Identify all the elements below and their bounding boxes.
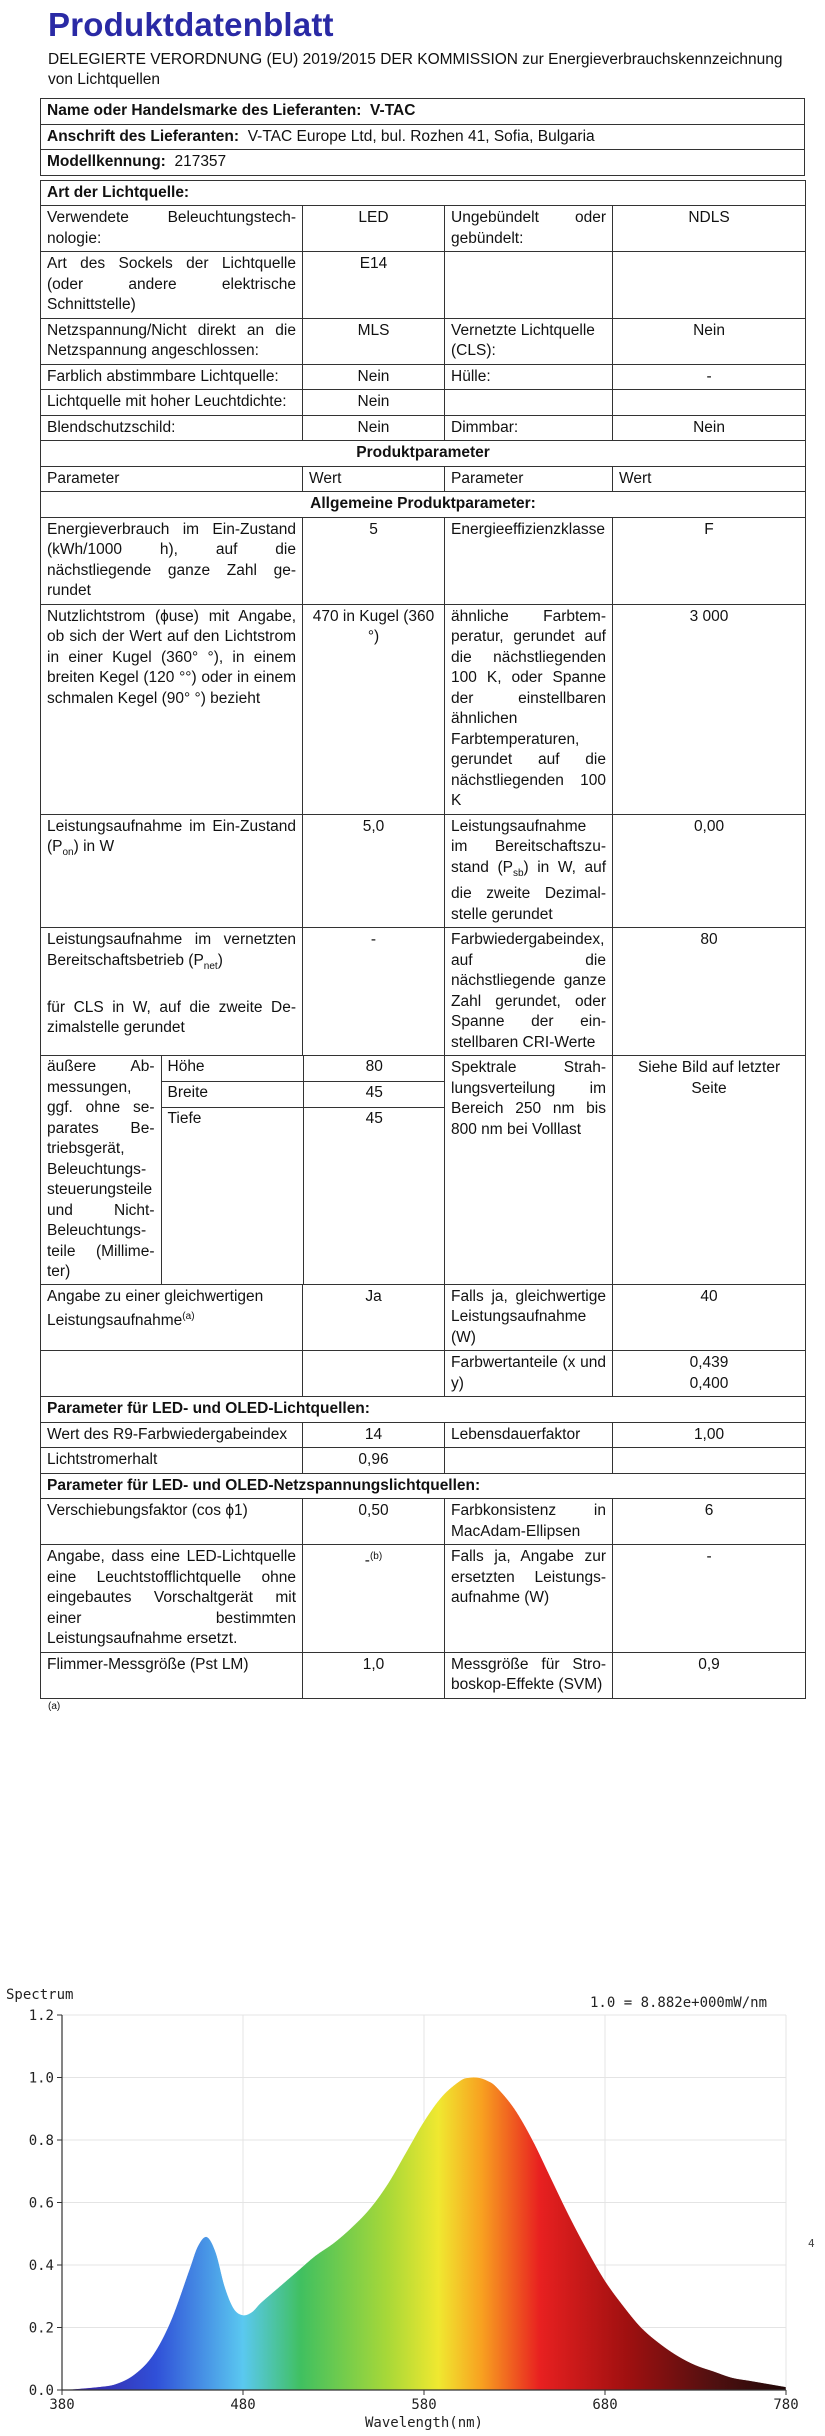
fluorescent-replacement-value <box>303 1545 445 1653</box>
standby-power-text: Leistungsaufnahme im Bereitschaftszustand (P <box>451 817 606 876</box>
chart-x-label: Wavelength(nm) <box>364 2415 484 2431</box>
column-header-value: Wert <box>303 466 445 492</box>
model-label: Modellkennung: <box>47 153 166 170</box>
column-header-parameter: Parameter <box>41 466 303 492</box>
hull-label: Hülle: <box>445 364 613 390</box>
mains-value: MLS <box>303 318 445 364</box>
empty-cell <box>445 390 613 416</box>
footnote-marker: (b) <box>369 1551 383 1563</box>
bundle-value: NDLS <box>613 206 806 252</box>
depth-label: Tiefe <box>161 1108 303 1134</box>
equivalent-power-claim-label <box>41 1284 303 1351</box>
technology-value: LED <box>303 206 445 252</box>
dimmable-value: Nein <box>613 415 806 441</box>
chromaticity-label: Farbwertanteile (x und y) <box>445 1351 613 1397</box>
spectral-distribution-label: Spektrale Strahlungsverteilung im Bereich 250 nm bis 800 nm bei Volllast <box>445 1056 613 1285</box>
width-label: Breite <box>161 1082 303 1108</box>
equivalent-power-label: Falls ja, gleichwertige Leistungsaufnahme (W) <box>445 1284 613 1351</box>
supplier-info-table <box>40 98 805 176</box>
networked-standby-label <box>41 928 303 1056</box>
address-row <box>41 124 805 150</box>
power-factor-label: Verschiebungsfaktor (cos ϕ1) <box>41 1499 303 1545</box>
high-luminance-label: Lichtquelle mit hoher Leuchtdichte: <box>41 390 303 416</box>
cls-value: Nein <box>613 318 806 364</box>
dimensions-cell <box>41 1056 445 1285</box>
cls-label: Vernetzte Lichtquelle (CLS): <box>445 318 613 364</box>
color-temperature-value: 3 000 <box>613 604 806 814</box>
tunable-value: Nein <box>303 364 445 390</box>
supplier-value: V-TAC <box>370 102 416 119</box>
on-mode-power-label <box>41 814 303 928</box>
hull-value: - <box>613 364 806 390</box>
flicker-value: 1,0 <box>303 1652 445 1698</box>
dimmable-label: Dimmbar: <box>445 415 613 441</box>
fluorescent-replacement-text: - <box>364 1552 370 1570</box>
y-tick-label: 1.0 <box>28 2070 54 2087</box>
chromaticity-value <box>613 1351 806 1397</box>
x-tick-label: 380 <box>49 2397 75 2413</box>
power-factor-value: 0,50 <box>303 1499 445 1545</box>
height-label: Höhe <box>161 1056 303 1082</box>
chromaticity-x: 0,439 <box>689 1354 729 1372</box>
data-sheet <box>40 0 805 1713</box>
survival-factor-label: Lebensdauerfaktor <box>445 1422 613 1448</box>
color-consistency-label: Farbkonsistenz in MacAdam-Ellipsen <box>445 1499 613 1545</box>
chart-title: Spectrum <box>6 1987 74 2003</box>
luminous-flux-label: Nutzlichtstrom (ϕuse) mit Angabe, ob sich der Wert auf den Lichtstrom in einer Kugel (360° °), in einem breiten Kegel (120 °°) oder in einem schmalen Kegel (90° °) bezieht <box>41 604 303 814</box>
supplier-label: Name oder Handelsmarke des Lieferanten: <box>47 102 362 119</box>
tunable-label: Farblich abstimmbare Lichtquelle: <box>41 364 303 390</box>
on-mode-power-unit: ) in W <box>73 838 115 855</box>
x-tick-label: 680 <box>592 2397 618 2413</box>
regulation-text: DELEGIERTE VERORDNUNG (EU) 2019/2015 DER KOMMISSION zur Energieverbrauchskennzeichnung von Lichtquellen <box>48 51 783 88</box>
stroboscopic-value: 0,9 <box>613 1652 806 1698</box>
depth-value: 45 <box>365 1110 383 1128</box>
model-value: 217357 <box>174 153 227 170</box>
y-tick-label: 0.0 <box>28 2383 54 2399</box>
socket-label: Art des Sockels der Lichtquelle (oder andere elektrische Schnittstelle) <box>41 252 303 319</box>
high-luminance-value: Nein <box>303 390 445 416</box>
chart-scale-note: 1.0 = 8.882e+000mW/nm <box>590 1995 768 2011</box>
chromaticity-y: 0,400 <box>689 1374 729 1392</box>
mains-parameters-header: Parameter für LED- und OLED-Netzspannungslichtquellen: <box>41 1473 806 1499</box>
footnote-marker: (a) <box>182 1311 195 1323</box>
r9-value: 14 <box>303 1422 445 1448</box>
empty-cell <box>41 1351 303 1397</box>
light-source-type-header: Art der Lichtquelle: <box>41 180 806 206</box>
lumen-maintenance-label: Lichtstromerhalt <box>41 1448 303 1474</box>
spectrum-area <box>62 2077 786 2390</box>
dimensions-table <box>41 1056 445 1284</box>
height-value: 80 <box>303 1056 445 1082</box>
page-title: Produktdatenblatt <box>48 6 334 43</box>
equivalent-power-text: Angabe zu einer gleichwertigen Leistungsaufnahme <box>47 1287 264 1330</box>
stroboscopic-label: Messgröße für Stroboskop-Effekte (SVM) <box>445 1652 613 1698</box>
column-header-parameter: Parameter <box>445 466 613 492</box>
empty-cell <box>445 252 613 319</box>
on-mode-power-text: Leistungsaufnahme im Ein-Zustand (P <box>47 817 296 855</box>
cri-label: Farbwiedergabeindex, auf die nächstliegende ganze Zahl gerundet, oder Spanne der einstellbaren CRI-Werte <box>445 928 613 1056</box>
x-tick-label: 480 <box>230 2397 256 2413</box>
equivalent-power-claim-value: Ja <box>303 1284 445 1351</box>
energy-consumption-value: 5 <box>303 517 445 604</box>
chart-side-label: 4 <box>808 2237 815 2250</box>
cri-value: 80 <box>613 928 806 1056</box>
color-temperature-label: ähnliche Farbtemperatur, gerundet auf die nächstliegenden 100 K, oder Spanne der einstellbaren ähnlichen Farbtemperaturen, gerundet auf die nächstliegenden 100 K <box>445 604 613 814</box>
replaced-power-value: - <box>613 1545 806 1653</box>
dimensions-label: äußere Abmessungen, ggf. ohne separates Betriebsgerät, Beleuchtungssteuerungsteile und Nicht-Beleuchtungsteile (Millimeter) <box>41 1056 161 1284</box>
standby-power-sub: sb <box>512 867 524 879</box>
address-label: Anschrift des Lieferanten: <box>47 127 240 145</box>
color-consistency-value: 6 <box>613 1499 806 1545</box>
glare-shield-label: Blendschutzschild: <box>41 415 303 441</box>
empty-cell <box>613 390 806 416</box>
parameter-table <box>40 180 806 1699</box>
y-tick-label: 0.8 <box>28 2133 54 2149</box>
spacer <box>161 1134 303 1284</box>
fluorescent-replacement-label: Angabe, dass eine LED-Lichtquelle eine Leuchtstofflichtquelle ohne eingebautes Vorschaltgerät mit einer bestimmten Leistungsaufnahme ersetzt. <box>41 1545 303 1653</box>
mains-label: Netzspannung/Nicht direkt an die Netzspannung angeschlossen: <box>41 318 303 364</box>
y-tick-label: 0.2 <box>28 2320 54 2337</box>
technology-label: Verwendete Beleuchtungstechnologie: <box>41 206 303 252</box>
y-tick-label: 0.4 <box>28 2258 54 2274</box>
networked-standby-close: ) <box>217 951 223 969</box>
equivalent-power-value: 40 <box>613 1284 806 1351</box>
supplier-row <box>41 99 805 125</box>
x-tick-label: 780 <box>773 2397 799 2413</box>
spectrum-chart <box>0 1985 825 2436</box>
led-parameters-header: Parameter für LED- und OLED-Lichtquellen: <box>41 1397 806 1423</box>
replaced-power-label: Falls ja, Angabe zur ersetzten Leistungsaufnahme (W) <box>445 1545 613 1653</box>
standby-power-label <box>445 814 613 928</box>
r9-label: Wert des R9-Farbwiedergabeindex <box>41 1422 303 1448</box>
energy-consumption-label: Energieverbrauch im Ein-Zustand (kWh/1000 h), auf die nächstliegende ganze Zahl gerundet <box>41 517 303 604</box>
column-header-value: Wert <box>613 466 806 492</box>
networked-standby-value: - <box>303 928 445 1056</box>
flicker-label: Flimmer-Messgröße (Pst LM) <box>41 1652 303 1698</box>
networked-standby-text-2: für CLS in W, auf die zweite Dezimalstelle gerundet <box>47 998 296 1037</box>
x-tick-label: 580 <box>411 2397 437 2413</box>
on-mode-power-value: 5,0 <box>303 814 445 928</box>
glare-shield-value: Nein <box>303 415 445 441</box>
energy-class-label: Energieeffizienzklasse <box>445 517 613 604</box>
networked-standby-sub: net <box>203 960 218 972</box>
empty-cell <box>303 1351 445 1397</box>
spectral-distribution-value: Siehe Bild auf letzter Seite <box>613 1056 806 1285</box>
y-tick-label: 1.2 <box>28 2008 54 2024</box>
footnote: (a) <box>48 1700 61 1712</box>
model-row <box>41 150 805 176</box>
standby-power-value: 0,00 <box>613 814 806 928</box>
on-mode-power-sub: on <box>62 847 74 859</box>
empty-cell <box>613 252 806 319</box>
spacer <box>303 1134 445 1284</box>
address-value: V-TAC Europe Ltd, bul. Rozhen 41, Sofia, Bulgaria <box>247 127 595 145</box>
bundle-label: Ungebündelt oder gebündelt: <box>445 206 613 252</box>
width-value: 45 <box>303 1082 445 1108</box>
empty-cell <box>445 1448 613 1474</box>
product-parameters-header: Produktparameter <box>41 441 806 467</box>
luminous-flux-value: 470 in Kugel (360 °) <box>303 604 445 814</box>
lumen-maintenance-value: 0,96 <box>303 1448 445 1474</box>
survival-factor-value: 1,00 <box>613 1422 806 1448</box>
standby-power-unit: ) in W, auf die zweite Dezimalstelle gerundet <box>451 858 606 923</box>
y-tick-label: 0.6 <box>28 2195 54 2212</box>
general-parameters-header: Allgemeine Produktparameter: <box>41 492 806 518</box>
empty-cell <box>613 1448 806 1474</box>
socket-value: E14 <box>303 252 445 319</box>
networked-standby-text: Leistungsaufnahme im vernetzten Bereitschaftsbetrieb (P <box>47 931 296 969</box>
energy-class-value: F <box>613 517 806 604</box>
